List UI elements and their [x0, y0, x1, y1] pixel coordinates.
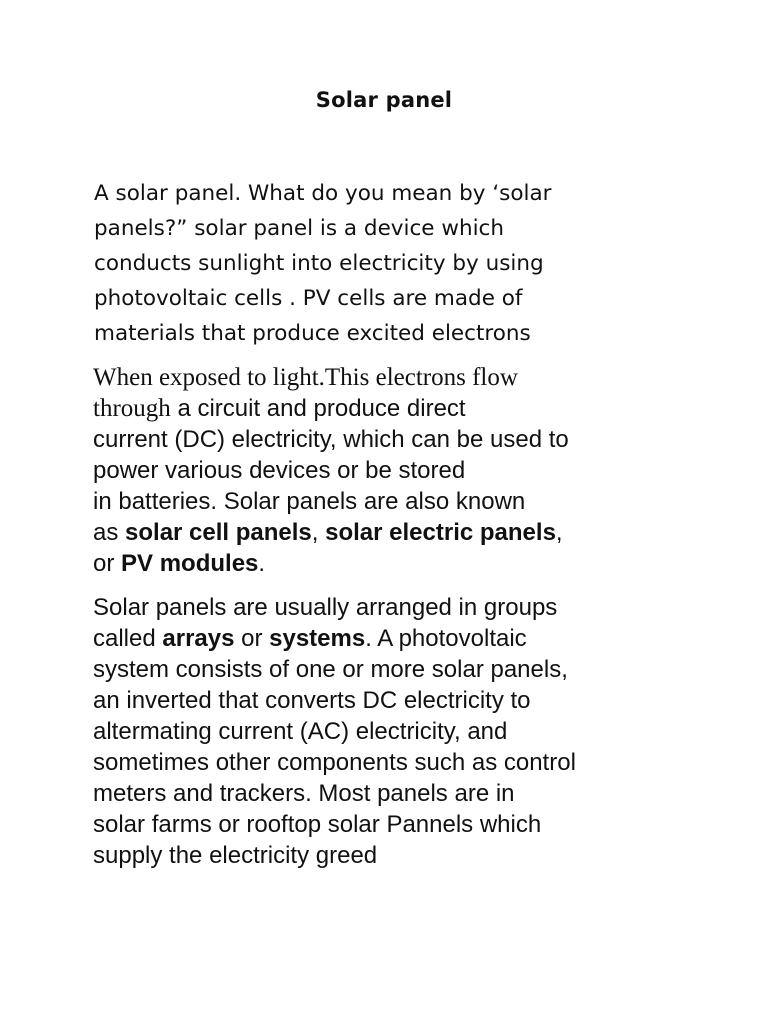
text-span: , [555, 519, 563, 546]
text-span: through [93, 395, 171, 422]
text-line: Solar panels are usually arranged in groups [93, 594, 558, 621]
text-line: an inverted that converts DC electricity to [93, 687, 531, 714]
text-line: A solar panel. What do you mean by ‘solar [94, 181, 552, 206]
body-paragraph-3 [93, 592, 683, 871]
document-title: Solar panel [315, 88, 453, 112]
text-span: . A photovoltaic [365, 625, 527, 652]
text-line: photovoltaic cells . PV cells are made of [94, 286, 523, 311]
text-line: supply the electricity greed [93, 842, 378, 869]
text-line [93, 517, 683, 548]
text-line: sometimes other components such as control [93, 749, 576, 776]
text-span: , [311, 519, 326, 546]
text-line: panels?” solar panel is a device which [94, 216, 505, 241]
text-line: conducts sunlight into electricity by using [94, 251, 544, 276]
bold-term: arrays [162, 625, 235, 652]
text-span: a circuit and produce direct [170, 395, 466, 422]
text-line: power various devices or be stored [93, 457, 466, 484]
text-line [93, 393, 683, 424]
text-span: or [93, 550, 122, 577]
text-line: current (DC) electricity, which can be used to [93, 426, 569, 453]
bold-term: systems [269, 625, 366, 652]
text-line: materials that produce excited electrons [94, 321, 531, 346]
text-line: system consists of one or more solar panels, [93, 656, 568, 683]
text-span: . [258, 550, 266, 577]
intro-paragraph [94, 176, 654, 351]
text-span: called [93, 625, 163, 652]
bold-term: PV modules [121, 550, 259, 577]
bold-term: solar electric panels [325, 519, 556, 546]
text-line: When exposed to light.This electrons flow [93, 364, 518, 391]
text-line [93, 623, 683, 654]
text-line: solar farms or rooftop solar Pannels which [93, 811, 542, 838]
text-span: or [234, 625, 270, 652]
text-line: altermating current (AC) electricity, and [93, 718, 508, 745]
text-line: meters and trackers. Most panels are in [93, 780, 515, 807]
body-paragraph-2 [93, 362, 683, 579]
bold-term: solar cell panels [125, 519, 312, 546]
text-line: in batteries. Solar panels are also known [93, 488, 526, 515]
text-span: as [93, 519, 126, 546]
text-line [93, 548, 683, 579]
